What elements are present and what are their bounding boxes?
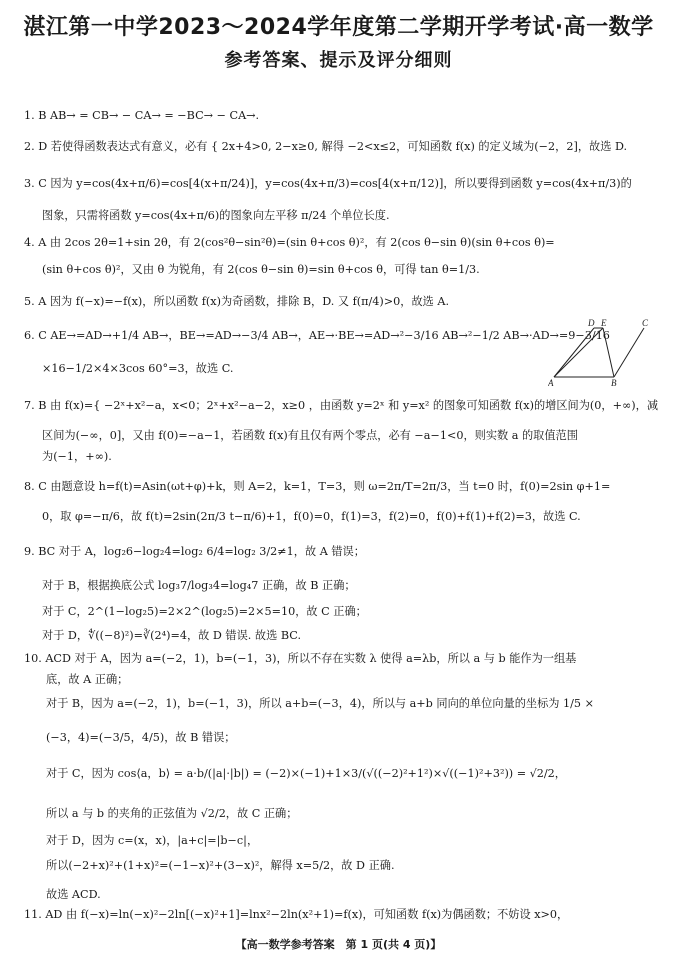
- answer-line: 8. C 由题意设 h=f(t)=Asin(ωt+φ)+k，则 A=2，k=1，T=3，则 ω=2π/T=2π/3，当 t=0 时，f(0)=2sin φ+1=: [24, 480, 611, 493]
- answer-line: 9. BC 对于 A，log₂6−log₂4=log₂ 6/4=log₂ 3/2≠1，故 A 错误；: [24, 545, 365, 558]
- page-title: 湛江第一中学2023～2024学年度第二学期开学考试·高一数学: [23, 15, 654, 40]
- answer-line: 6. C AE→=AD→+1/4 AB→，BE→=AD→−3/4 AB→，AE→·BE→=AD→²−3/16 AB→²−1/2 AB→·AD→=9−3/16: [24, 329, 610, 342]
- answer-line: 3. C 因为 y=cos(4x+π/6)=cos[4(x+π/24)]，y=cos(4x+π/3)=cos[4(x+π/12)]，所以要得到函数 y=cos(4x+π/3)的: [24, 177, 632, 190]
- answer-line: ×16−1/2×4×3cos 60°=3，故选 C.: [42, 362, 234, 375]
- answer-line: 为(−1，+∞).: [42, 450, 112, 463]
- geometry-figure: [548, 318, 658, 388]
- answer-line: (−3，4)=(−3/5，4/5)，故 B 错误；: [46, 731, 236, 744]
- answer-line: 0，取 φ=−π/6，故 f(t)=2sin(2π/3 t−π/6)+1，f(0)=0，f(1)=3，f(2)=0，f(0)+f(1)+f(2)=3，故选 C.: [42, 510, 581, 523]
- point-label-a: A: [548, 378, 554, 388]
- answer-line: 对于 C，2^(1−log₂5)=2×2^(log₂5)=2×5=10，故 C 正确；: [42, 605, 367, 618]
- answer-line: 对于 B，因为 a=(−2，1)，b=(−1，3)，所以 a+b=(−3，4)，所以与 a+b 同向的单位向量的坐标为 1/5 ×: [46, 697, 594, 710]
- answer-line: 1. B AB→ = CB→ − CA→ = −BC→ − CA→.: [24, 109, 260, 122]
- page-subtitle: 参考答案、提示及评分细则: [224, 50, 453, 71]
- answer-line: 对于 C，因为 cos⟨a，b⟩ = a·b/(|a|·|b|) = (−2)×(−1)+1×3/(√((−2)²+1²)×√((−1)²+3²)) = √2/2，: [46, 767, 566, 780]
- answer-line: 故选 ACD.: [46, 888, 101, 901]
- answer-line: 2. D 若使得函数表达式有意义，必有 { 2x+4>0, 2−x≥0, 解得 −2<x≤2，可知函数 f(x) 的定义域为(−2，2]，故选 D.: [24, 140, 628, 153]
- point-label-d: D: [588, 318, 595, 328]
- answer-line: 4. A 由 2cos 2θ=1+sin 2θ，有 2(cos²θ−sin²θ)=(sin θ+cos θ)²，有 2(cos θ−sin θ)(sin θ+cos θ)=: [24, 236, 555, 249]
- point-label-c: C: [642, 318, 649, 328]
- answer-line: 所以(−2+x)²+(1+x)²=(−1−x)²+(3−x)²，解得 x=5/2，故 D 正确.: [46, 859, 395, 872]
- answer-line: 对于 D，∜((−8)²)=∛(2⁴)=4，故 D 错误. 故选 BC.: [42, 629, 302, 642]
- answer-line: 区间为(−∞，0]，又由 f(0)=−a−1，若函数 f(x)有且仅有两个零点，必有 −a−1<0，则实数 a 的取值范围: [42, 429, 578, 442]
- answer-line: 对于 D，因为 c=(x，x)，|a+c|=|b−c|，: [46, 834, 259, 847]
- point-label-b: B: [611, 378, 617, 388]
- point-label-e: E: [601, 318, 607, 328]
- answer-line: 对于 B，根据换底公式 log₃7/log₃4=log₄7 正确，故 B 正确；: [42, 579, 356, 592]
- answer-line: 底，故 A 正确；: [46, 673, 129, 686]
- answer-line: 所以 a 与 b 的夹角的正弦值为 √2/2，故 C 正确；: [46, 807, 298, 820]
- answer-line: 7. B 由 f(x)={ −2ˣ+x²−a，x<0；2ˣ+x²−a−2，x≥0 ，由函数 y=2ˣ 和 y=x² 的图象可知函数 f(x)的增区间为(0，+∞)，减: [24, 399, 659, 412]
- answer-line: 5. A 因为 f(−x)=−f(x)，所以函数 f(x)为奇函数，排除 B，D. 又 f(π/4)>0，故选 A.: [24, 295, 450, 308]
- answer-line: 图象，只需将函数 y=cos(4x+π/6)的图象向左平移 π/24 个单位长度.: [42, 209, 390, 222]
- answer-line: (sin θ+cos θ)²，又由 θ 为锐角，有 2(cos θ−sin θ)=sin θ+cos θ，可得 tan θ=1/3.: [42, 263, 480, 276]
- answer-line: 11. AD 由 f(−x)=ln(−x)²−2ln[(−x)²+1]=lnx²−2ln(x²+1)=f(x)，可知函数 f(x)为偶函数；不妨设 x>0，: [24, 908, 569, 921]
- answer-line: 10. ACD 对于 A，因为 a=(−2，1)，b=(−1，3)，所以不存在实数 λ 使得 a=λb，所以 a 与 b 能作为一组基: [24, 652, 577, 665]
- page-footer: 【高一数学参考答案 第 1 页(共 4 页)】: [235, 938, 442, 951]
